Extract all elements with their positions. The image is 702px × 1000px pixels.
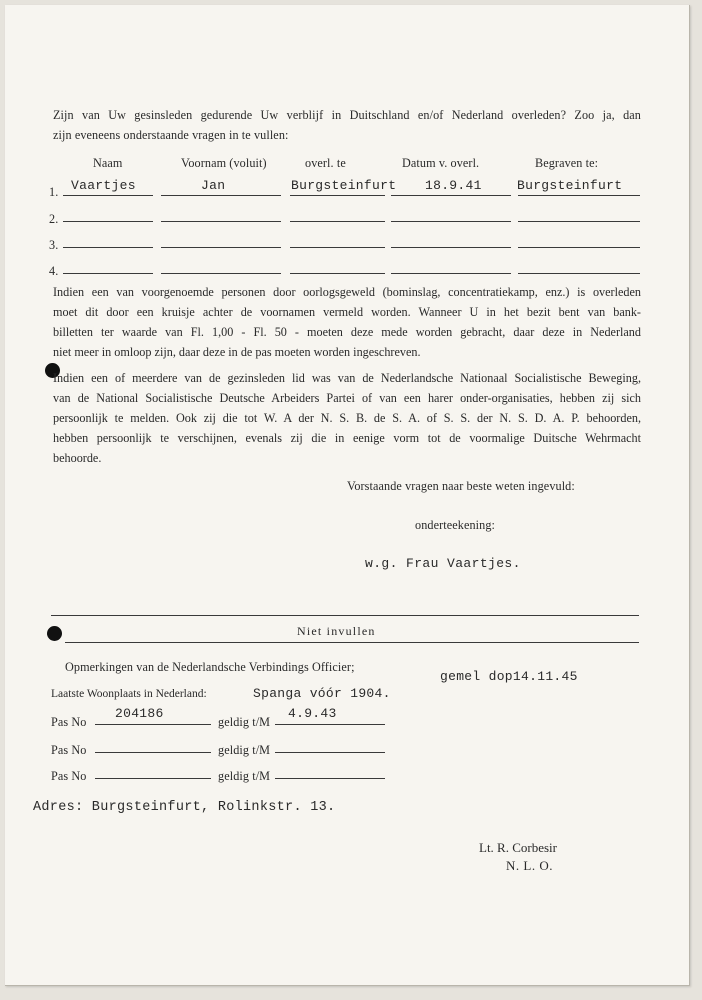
header-overl-te: overl. te	[305, 156, 346, 170]
header-begraven: Begraven te:	[535, 156, 599, 170]
woonplaats-label: Laatste Woonplaats in Nederland:	[51, 688, 207, 700]
officer-name: Lt. R. Corbesir	[479, 840, 557, 855]
divider-bottom	[65, 642, 639, 643]
row-4-number: 4.	[49, 264, 59, 278]
pas-1-number: 204186	[115, 706, 164, 721]
pas-1-geldig-label: geldig t/M	[218, 715, 271, 729]
officer-remarks-label: Opmerkingen van de Nederlandsche Verbindings Officier;	[65, 660, 355, 674]
header-voornaam: Voornam (voluit)	[181, 156, 267, 170]
divider-top	[51, 615, 639, 616]
paragraph-war-victims: Indien een van voorgenoemde personen door oorlogsgeweld (bominslag, concentratiekamp, enz.) is overleden moet dit door een kruisje achter de voornamen vermeld worden. Wanneer U in het bezit bent van bank- billetten ter waarde van Fl. 1,00 - Fl. 50 - moeten deze mede worden gebracht, daar deze in Nederland niet meer in omloop zijn, daar deze in de pas moeten worden ingeschreven.	[53, 285, 641, 359]
header-naam: Naam	[93, 156, 123, 170]
officer-title: N. L. O.	[506, 858, 553, 873]
pas-3-geldig-label: geldig t/M	[218, 769, 271, 783]
gemel-note: gemel dop14.11.45	[440, 669, 578, 684]
punch-hole-bottom	[47, 626, 62, 641]
row-3-number: 3.	[49, 238, 59, 252]
row-2-number: 2.	[49, 212, 59, 226]
row-1-number: 1.	[49, 185, 59, 199]
pas-2-label: Pas No	[51, 743, 87, 757]
niet-invullen-label: Niet invullen	[297, 624, 376, 638]
paragraph-nsb-membership: Indien een of meerdere van de gezinsleden lid was van de Nederlandsche Nationaal Socialistische Beweging, van de National Socialistische Deutsche Arbeiders Partei of van een harer onder-organisaties, hebben zij sich persoonlijk te melden. Ook zij die tot W. A der N. S. B. de S. A. of S. S. der N. S. D. A. P. behoorden, hebben persoonlijk te verschijnen, evenals zij die in eenige vorm tot de voormalige Duitsche Wehrmacht behoorde.	[53, 371, 641, 465]
pas-1-geldig: 4.9.43	[288, 706, 337, 721]
row-1-naam: Vaartjes	[71, 178, 136, 193]
row-1-voornaam: Jan	[201, 178, 226, 193]
intro-line-1: Zijn van Uw gesinsleden gedurende Uw verblijf in Duitschland en/of Nederland overleden? Zoo ja, dan	[53, 108, 641, 122]
woonplaats-value: Spanga vóór 1904.	[253, 686, 391, 701]
signature-value: w.g. Frau Vaartjes.	[365, 556, 521, 571]
declaration-text: Vorstaande vragen naar beste weten ingevuld:	[347, 479, 575, 493]
pas-3-label: Pas No	[51, 769, 87, 783]
header-datum: Datum v. overl.	[402, 156, 480, 170]
signature-label: onderteekening:	[415, 518, 496, 532]
pas-1-label: Pas No	[51, 715, 87, 729]
adres: Adres: Burgsteinfurt, Rolinkstr. 13.	[33, 800, 336, 815]
row-1-datum: 18.9.41	[425, 178, 482, 193]
intro-line-2: zijn eveneens onderstaande vragen in te vullen:	[53, 128, 289, 142]
pas-2-geldig-label: geldig t/M	[218, 743, 271, 757]
row-1-begraven: Burgsteinfurt	[517, 178, 623, 193]
document-page	[5, 5, 690, 986]
row-1-overl-te: Burgsteinfurt	[291, 178, 397, 193]
